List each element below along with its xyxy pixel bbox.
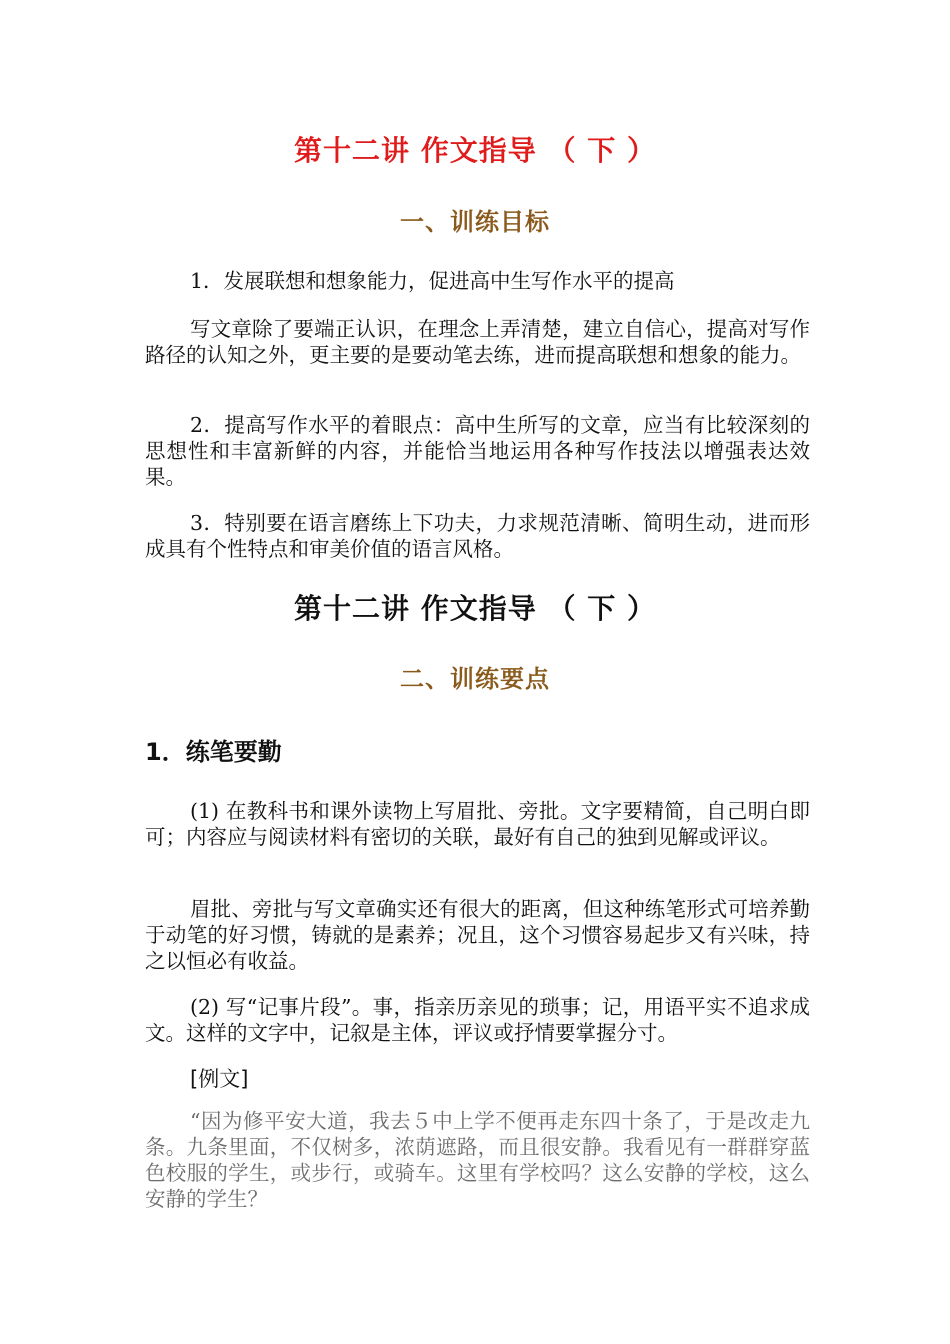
practice-paragraph-1: (1) 在教科书和课外读物上写眉批、旁批。文字要精简，自己明白即可；内容应与阅读材料有密切的关联，最好有自己的独到见解或评议。 <box>145 799 810 849</box>
goal-item-1: 1．发展联想和想象能力，促进高中生写作水平的提高 <box>190 269 675 293</box>
practice-paragraph-3: (2) 写“记事片段”。事，指亲历亲见的琐事；记，用语平实不追求成文。这样的文字中，记叙是主体，评议或抒情要掌握分寸。 <box>145 995 810 1045</box>
section-training-goals-heading: 一、训练目标 <box>400 208 550 236</box>
practice-paragraph-2: 眉批、旁批与写文章确实还有很大的距离，但这种练笔形式可培养勤于动笔的好习惯，铸就的是素养；况且，这个习惯容易起步又有兴味，持之以恒必有收益。 <box>145 897 810 973</box>
example-text: “因为修平安大道，我去５中上学不便再走东四十条了，于是改走九条。九条里面，不仅树多，浓荫遮路，而且很安静。我看见有一群群穿蓝色校服的学生，或步行，或骑车。这里有学校吗？这么安静的学校，这么安静的学生？ <box>145 1109 810 1211</box>
section-training-points-heading: 二、训练要点 <box>400 665 550 693</box>
lecture-title-red: 第十二讲 作文指导 （ 下 ） <box>294 134 656 167</box>
goal-item-1-body: 写文章除了要端正认识，在理念上弄清楚，建立自信心，提高对写作路径的认知之外，更主要的是要动笔去练，进而提高联想和想象的能力。 <box>145 317 810 367</box>
goal-item-3: 3．特别要在语言磨练上下功夫，力求规范清晰、简明生动，进而形成具有个性特点和审美价值的语言风格。 <box>145 511 810 561</box>
lecture-title-black: 第十二讲 作文指导 （ 下 ） <box>294 592 656 625</box>
point-heading-practice: 1．练笔要勤 <box>145 738 282 766</box>
goal-item-2: 2．提高写作水平的着眼点：高中生所写的文章，应当有比较深刻的思想性和丰富新鲜的内容，并能恰当地运用各种写作技法以增强表达效果。 <box>145 413 810 489</box>
example-label: [例文] <box>190 1067 249 1091</box>
